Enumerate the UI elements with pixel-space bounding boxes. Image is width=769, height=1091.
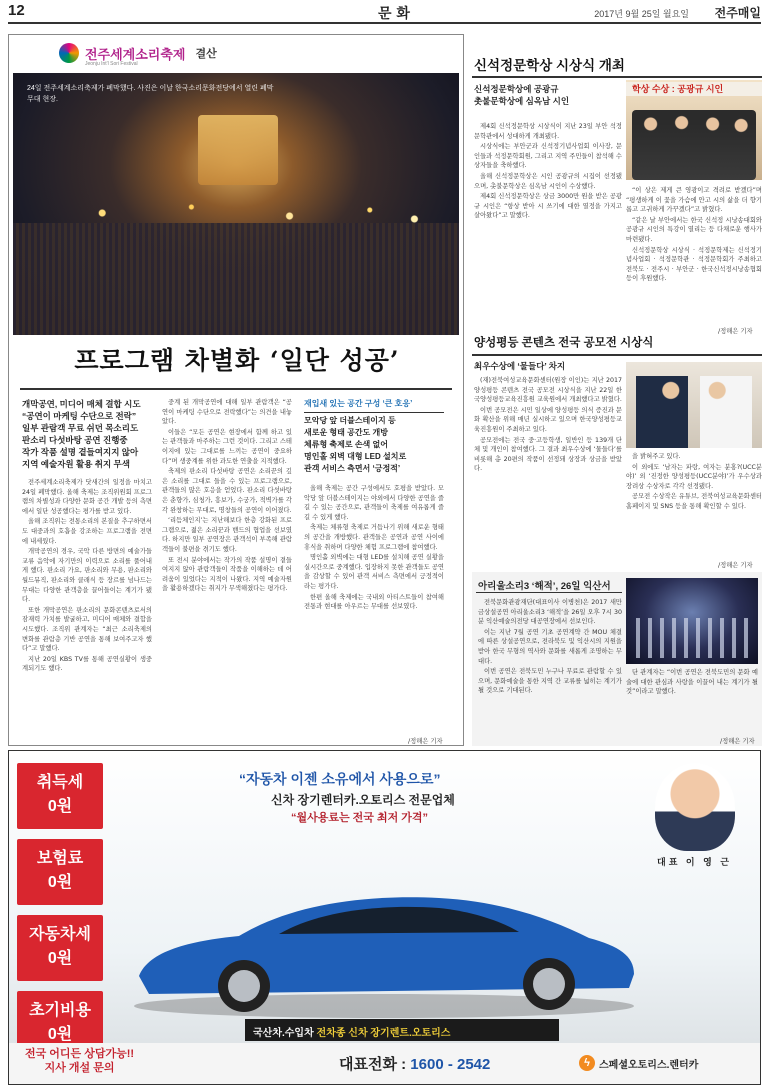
photo-crowd <box>13 223 459 335</box>
paragraph: 공모전에는 전국 중·고등학생, 일반인 등 139개 단체 및 개인이 참여했다. 그 결과 최우수상에 ‘물들다’를 비롯해 총 20편의 작품이 선정돼 상장과 상금을 받았다. <box>474 436 622 473</box>
representative-name: 대표 이 영 근 <box>657 857 732 867</box>
ad-consult-text <box>25 1047 134 1075</box>
paragraph: 제4회 신석정문학상 시상식이 지난 23일 부안 석정문학관에서 성대하게 개최됐다. <box>474 123 622 140</box>
feature-body-col2 <box>162 398 292 740</box>
ad-footer <box>9 1043 761 1085</box>
photo-caption: 24일 전주세계소리축제가 폐막했다. 사진은 이날 한국소리문화전당에서 열린 폐막 무대 현장. <box>27 85 274 103</box>
sidebar-highlight: 재입새 있는 공간 구성 ‘큰 호응’ <box>304 398 444 413</box>
newspaper-name: 전주매일 <box>714 6 761 20</box>
festival-logo <box>59 41 217 65</box>
badge-text: 취득세 0원 <box>36 774 84 815</box>
brand-logo-icon: ϟ <box>579 1055 595 1071</box>
article2-byline: /정해은 기자 <box>718 328 753 335</box>
strip-highlight: 전차종 신차 장기렌트.오토리스 <box>316 1028 451 1039</box>
paragraph: 명인홀 외벽에는 대형 LED를 설치해 공연 실황을 실시간으로 중계했다. 입장하지 못한 관객들도 공연을 감상할 수 있어 관객 서비스 측면에서 긍정적이라는 평가다. <box>304 554 444 590</box>
sports-car-image <box>119 856 649 1021</box>
photo-people <box>636 376 752 448</box>
car-rim-front <box>228 970 260 1002</box>
paragraph: 이는 지난 7월 공연 기초 공연계약 간 MOU 체결에 따른 상설공연으로, 전라북도 및 익산시의 지원을 받아 한국 무형의 역사와 문화를 새롭게 조명하는 무대다. <box>478 628 622 665</box>
headline-divider <box>20 388 452 390</box>
ad-slogan: “자동차 이젠 소유에서 사용으로” <box>239 771 441 787</box>
paragraph: (재)전북여성교육문화센터(원장 이인)는 지난 2017 양성평등 콘텐츠 전국 공모전 시상식을 지난 22일 한국양성평등교육진흥원 교육원에서 개최했다고 밝혔다. <box>474 377 622 404</box>
feature-tag: 결산 <box>195 47 217 60</box>
paragraph: 이번 공모전은 시민 일상에 양성평등 의식 증진과 문화 확산을 위해 매년 실시하고 있으며 한국양성평등교육진흥원이 주최하고 있다. <box>474 406 622 433</box>
consult-line: 지사 개설 문의 <box>44 1062 115 1074</box>
award-ceremony-photo <box>626 80 762 180</box>
article3-divider <box>472 354 762 356</box>
article3-byline: /정해은 기자 <box>718 562 753 569</box>
article2-divider <box>472 76 762 78</box>
contest-award-photo <box>626 362 762 448</box>
article4-divider <box>476 592 622 593</box>
feature-subheads <box>22 398 152 470</box>
paragraph: 올해 축제는 공간 구성에서도 호평을 받았다. 모악당 앞 더블스테이지는 야외에서 다양한 공연을 즐길 수 있는 공간으로, 관객들이 축제를 여유롭게 즐길 수 있게 했다. <box>304 485 444 521</box>
paragraph: 전북문화관광재단(대표이사 이병천)은 2017 새만금상설공연 아리울소리3 ‘해적’을 26일 오후 7시 30분 익산예술의전당 대공연장에서 선보인다. <box>478 599 622 626</box>
ad-brand <box>579 1055 698 1071</box>
issue-date: 2017년 9월 25일 월요일 <box>594 9 689 19</box>
phone-label: 대표전화 : <box>339 1056 411 1073</box>
ad-price-claim: “월사용료는 전국 최저 가격” <box>291 812 429 824</box>
paragraph: 이 외에도 ‘남자는 파랑, 여자는 분홍?(UCC분야)’ 외 ‘진정한 양성평등(UCC분야)’가 우수상과 장려상 수상자로 각각 선정됐다. <box>626 463 762 490</box>
paragraph: 제4회 신석정문학상은 상금 3000만 원을 받은 공광규 시인은 “항상 받아 시 쓰기에 대한 열정을 가지고 살아왔다”고 말했다. <box>474 193 622 220</box>
article3-body-left <box>474 376 622 558</box>
article2-subheads <box>474 83 622 107</box>
festival-logo-icon <box>59 43 79 63</box>
subhead: 개막공연, 미디어 매체 결합 시도 <box>22 399 141 409</box>
paragraph: 단 관계자는 “이번 공연은 전북도민의 문화 예술에 대한 관심과 사랑을 이끌어 내는 계기가 될 것”이라고 말했다. <box>626 669 758 696</box>
subhead: 일부 관람객 무료 쉬던 목소리도 <box>22 423 139 433</box>
car-rim-rear <box>533 968 565 1000</box>
ad-service-strip <box>245 1019 559 1041</box>
article4-body-left <box>478 598 622 744</box>
feature-byline: /정해은 기자 <box>408 738 443 745</box>
feature-body-col1 <box>22 478 152 740</box>
paragraph: ‘리듬체인지’는 지난해보다 한층 강화된 프로그램으로, 젊은 소리꾼과 밴드의 협업을 선보였다. 하지만 일부 공연장은 관객석이 부족해 관람객들이 불편을 겪기도 했다. <box>162 517 292 553</box>
paragraph: 지난 20일 KBS TV를 통해 공연실황이 생중계되기도 했다. <box>22 655 152 673</box>
phone-number: 1600 - 2542 <box>410 1056 491 1073</box>
ad-badge-car-tax <box>17 915 103 981</box>
photo-banner: 학상 수상 : 공광규 시인 <box>626 82 762 96</box>
performance-photo <box>626 578 758 664</box>
subhead: 관객 서비스 측면서 ‘긍정적’ <box>304 464 401 473</box>
festival-logo-text: 전주세계소리축제 <box>85 47 186 63</box>
paragraph: 한편 올해 축제에는 국내외 아티스트들이 참여해 전통과 현대를 아우르는 무대를 선보였다. <box>304 593 444 611</box>
subhead: 체류형 축제로 손색 없어 <box>304 440 388 449</box>
ad-business: 신차 장기렌터카.오토리스 전문업체 <box>271 793 455 807</box>
brand-name: 스페셜오토리스.렌터카 <box>599 1059 699 1071</box>
feature-body-col3 <box>304 484 444 732</box>
paragraph: 시상식에는 부안군과 신석정기념사업회 이사장, 문인들과 석정문학회원, 그리고 지역 주민들이 참석해 수상자들을 축하했다. <box>474 143 622 170</box>
paragraph: “같은 날 부안에서는 한국 신석정 시낭송대회와 공광규 시인의 특강이 열리는 등 다채로운 행사가 마련됐다. <box>626 216 762 243</box>
article4-body-right <box>626 668 758 738</box>
photo-stage <box>198 115 278 185</box>
article3-subhead: 최우수상에 ‘물들다’ 차지 <box>474 361 566 371</box>
representative-photo <box>655 763 735 851</box>
feature-sidebar-subheads <box>304 398 444 475</box>
strip-text: 국산차.수입차 <box>253 1028 317 1039</box>
paragraph: 중계 된 개막공연에 대해 일부 관람객은 “공연이 마케팅 수단으로 전락했다”는 의견을 내놓았다. <box>162 399 292 426</box>
subhead: “공연이 마케팅 수단으로 전락” <box>22 411 137 421</box>
article3-title: 양성평등 콘텐츠 전국 공모전 시상식 <box>474 337 654 349</box>
badge-text: 자동차세 0원 <box>29 926 91 967</box>
ad-badge-insurance <box>17 839 103 905</box>
festival-photo <box>13 73 459 335</box>
subhead: 모악당 앞 더블스테이지 등 <box>304 416 396 425</box>
paragraph: 올해 신석정문학상은 시인 공광규의 시집이 선정됐으며, 촛불문학상은 심옥남 시인이 수상했다. <box>474 172 622 190</box>
article2-body-left <box>474 122 622 322</box>
subhead: 지역 예술자원 활용 취지 무색 <box>22 459 130 469</box>
article3-body-right <box>626 452 762 558</box>
paragraph: 개막공연의 경우, 국악 다른 방면의 예술가들 교류 음악에 자기만의 이력으로 소리를 풀어내게 했다. 판소리 가요, 판소리와 무용, 판소리와 월드뮤직, 판소리와 클래식 등 장르를 넘나드는 무대는 다양한 관객층을 끌어들이는 계기가 됐다. <box>22 548 152 604</box>
paragraph: “이 상은 제게 큰 영광이고 격려로 받겠다”며 “평생하게 이 꽃을 가슴에 안고 시의 삶을 더 향기롭고 고귀하게 가꾸겠다”고 밝혔다. <box>626 187 762 214</box>
badge-text: 보험료 0원 <box>36 850 84 891</box>
paragraph: 또한 개막공연은 판소리의 문화콘텐츠로서의 잠재력 가치를 발굴하고, 미디어 매체와 결합을 시도했다. 조직위 관계자는 “최근 소리축제의 변화를 관람층 기반 공연을 통해 보여주고자 했다”고 말했다. <box>22 606 152 653</box>
photo-people <box>632 110 756 180</box>
car-lease-advertisement <box>8 750 761 1085</box>
subhead: 새로운 형태 공간도 개방 <box>304 428 388 437</box>
badge-text: 초기비용 0원 <box>29 1002 91 1043</box>
feature-headline: 프로그램 차별화 ‘일단 성공’ <box>74 346 400 375</box>
paragraph: 올해 조직위는 전통소리의 본질을 추구하면서도 대중과의 호흡을 강조하는 프로그램을 전면에 내세웠다. <box>22 518 152 545</box>
subhead: 신석정문학상에 공광규 <box>474 84 559 94</box>
ad-badge-acquisition-tax <box>17 763 103 829</box>
ad-phone <box>339 1053 490 1074</box>
subhead: 작가 작품 설명 곁들여지지 않아 <box>22 447 139 457</box>
paragraph: 이들은 “모든 공연은 현장에서 함께 하고 있는 관객들과 마주하는 그런 것이다. 그리고 스테이지에 있는 그대로를 느끼는 공연이 중요하다”며 생중계를 위한 과도한 연출을 지적했다. <box>162 428 292 465</box>
paragraph: 축제의 판소리 다섯바탕 공연은 소리꾼의 깊은 소리를 그대로 들을 수 있는 프로그램으로, 관객들의 많은 호응을 얻었다. 판소리 다섯바탕은 춘향가, 심청가, 흥보가, 수궁가, 적벽가를 각각 완창하는 무대로, 명창들의 공연이 이어졌다. <box>162 468 292 514</box>
article4-box <box>472 572 762 746</box>
paragraph: 축제는 체류형 축제로 거듭나기 위해 새로운 형태의 공간을 개방했다. 관객들은 공연과 공연 사이에 휴식을 취하며 다양한 체험 프로그램에 참여했다. <box>304 524 444 551</box>
paragraph: 전주세계소리축제가 닷새간의 일정을 마치고 24일 폐막했다. 올해 축제는 조직위원회 프로그램의 차별성과 다양한 문화 공간 개발 등의 측면에서 일단 성공했다는 평가를 받고 있다. <box>22 479 152 515</box>
page-number: 12 <box>8 2 25 19</box>
subhead: 판소리 다섯바탕 공연 진행중 <box>22 435 128 445</box>
paragraph: 이번 공연은 전북도민 누구나 무료로 관람할 수 있으며, 문화예술을 통한 지역 간 교류를 넓히는 계기가 될 것으로 기대된다. <box>478 668 622 695</box>
consult-line: 전국 어디든 상담가능!! <box>25 1048 135 1060</box>
article4-title: 아리울소리3 ‘해적’, 26일 익산서 <box>478 581 611 592</box>
paragraph: 을 밝혀주고 있다. <box>632 453 681 460</box>
festival-logo-subtext: Jeonju Int'l Sori Festival <box>85 61 138 67</box>
article4-byline: /정해은 기자 <box>720 738 755 745</box>
article2-title: 신석정문학상 시상식 개최 <box>474 58 625 73</box>
photo-performers <box>636 618 748 658</box>
paragraph: 또 전시 분야에서는 작가의 작품 설명이 곁들여지지 않아 관람객들이 작품을 이해하는 데 어려움이 있었다는 지적이 나왔다. 지역 예술자원을 활용하겠다는 취지가 무색해졌다는 평가다. <box>162 556 292 593</box>
subhead: 촛불문학상에 심옥남 시인 <box>474 96 570 106</box>
article2-body-right <box>626 186 762 322</box>
section-name: 문 화 <box>378 6 410 22</box>
subhead: 명인홀 외벽 대형 LED 설치로 <box>304 452 407 461</box>
page-header <box>8 2 761 24</box>
paragraph: 신석정문학상 시상식 · 석정문학제는 신석정기념사업회 · 석정문학관 · 석정문학회가 주최하고 전북도 · 전주시 · 부안군 · 한국신석정시낭송협회 등이 후원했다. <box>626 246 762 283</box>
paragraph: 공모전 수상작은 유튜브, 전북여성교육문화센터 홈페이지 및 SNS 등을 통해 확인할 수 있다. <box>626 493 762 510</box>
